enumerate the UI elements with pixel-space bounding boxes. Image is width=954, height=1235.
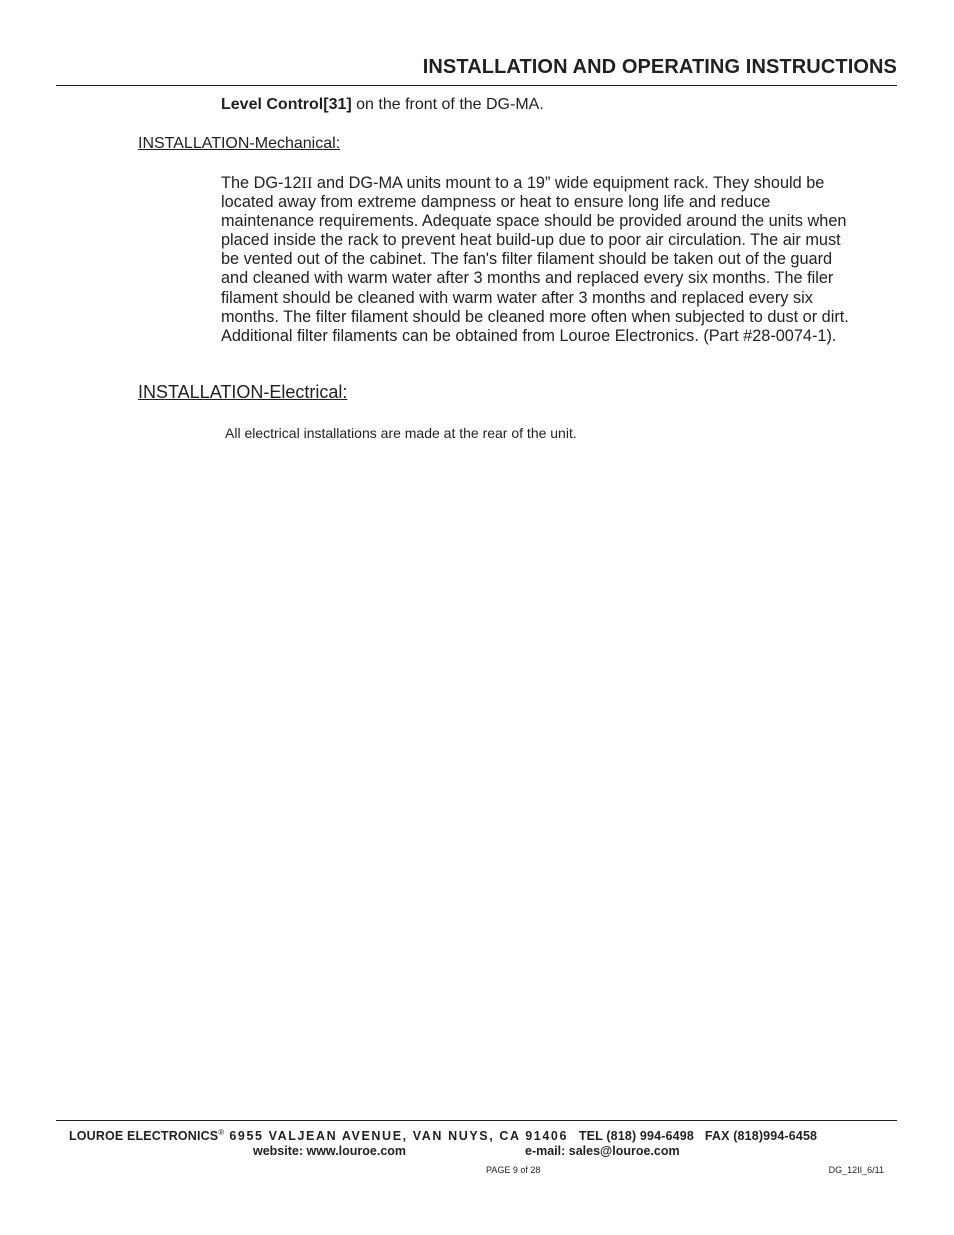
electrical-installation-text: All electrical installations are made at the rear of the unit. xyxy=(225,425,577,441)
paragraph-line-end: and DG-MA units mount to a 19” wide equipment rack. They should be xyxy=(312,174,825,192)
level-control-text: on the front of the DG-MA. xyxy=(351,96,544,113)
model-roman-numeral: II xyxy=(301,173,313,192)
page-number: PAGE 9 of 28 xyxy=(486,1165,541,1175)
mechanical-installation-paragraph xyxy=(221,173,896,346)
electrical-installation-heading: INSTALLATION-Electrical: xyxy=(138,382,348,402)
document-code: DG_12II_6/11 xyxy=(828,1165,884,1175)
footer-contact-line xyxy=(69,1128,884,1143)
registered-mark: ® xyxy=(218,1128,225,1137)
footer-address: 6955 VALJEAN AVENUE, VAN NUYS, CA 91406 xyxy=(224,1129,569,1144)
paragraph-line: placed inside the rack to prevent heat build-up due to poor air circulation. The air must xyxy=(221,231,841,250)
footer-fax: FAX (818)994-6458 xyxy=(704,1129,818,1144)
footer-company-name: LOUROE ELECTRONICS xyxy=(69,1129,219,1144)
page-header-title: INSTALLATION AND OPERATING INSTRUCTIONS xyxy=(422,56,897,78)
footer-phone: TEL (818) 994-6498 xyxy=(578,1129,694,1144)
paragraph-line: located away from extreme dampness or heat to ensure long life and reduce xyxy=(221,193,771,212)
footer-divider xyxy=(56,1120,897,1121)
paragraph-line: Additional filter filaments can be obtained from Louroe Electronics. (Part #28-0074-1). xyxy=(221,326,837,345)
paragraph-line xyxy=(221,173,896,193)
level-control-label: Level Control[31] xyxy=(221,96,352,113)
paragraph-line: maintenance requirements. Adequate space should be provided around the units when xyxy=(221,212,847,231)
header-divider xyxy=(56,85,897,86)
paragraph-line: be vented out of the cabinet. The fan's filter filament should be taken out of the guard xyxy=(221,250,833,269)
paragraph-line: filament should be cleaned with warm water after 3 months and replaced every six xyxy=(221,288,813,307)
mechanical-installation-heading: INSTALLATION-Mechanical: xyxy=(138,135,341,152)
footer-website: website: www.louroe.com xyxy=(253,1144,407,1158)
level-control-note xyxy=(221,96,544,114)
paragraph-line: and cleaned with warm water after 3 months and replaced every six months. The filer xyxy=(221,269,834,288)
paragraph-line: months. The filter filament should be cleaned more often when subjected to dust or dirt. xyxy=(221,307,849,326)
paragraph-line-start: The DG-12 xyxy=(221,174,302,192)
footer-email: e-mail: sales@louroe.com xyxy=(525,1144,680,1158)
